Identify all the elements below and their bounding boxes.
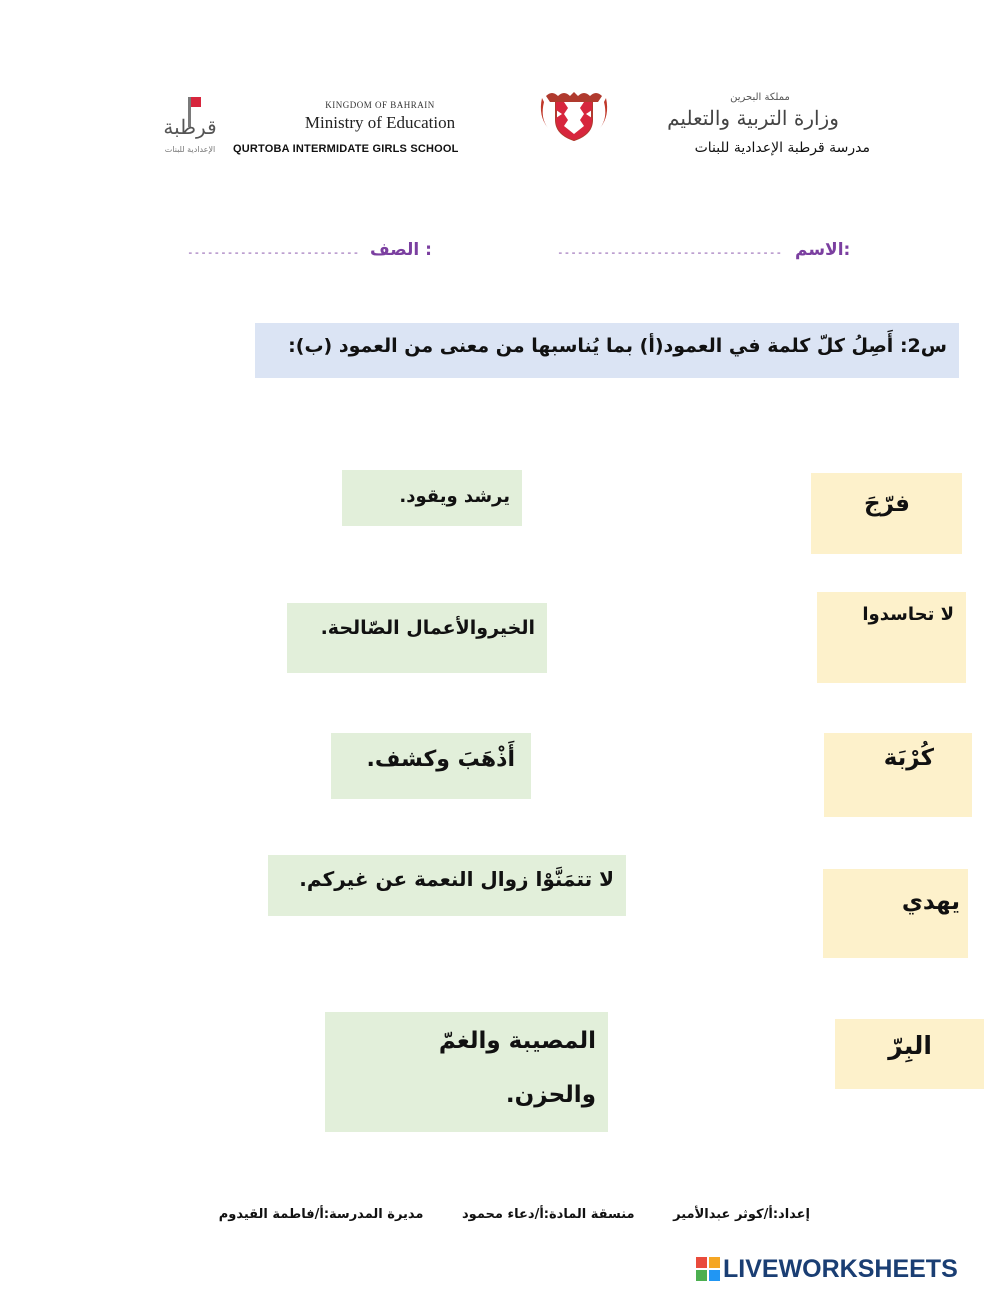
meaning-box-1[interactable] bbox=[342, 470, 522, 526]
word-text-2: لا تحاسدوا bbox=[862, 604, 954, 625]
question-text: س2: أَصِلُ كلّ كلمة في العمود(أ) بما يُناسبها من معنى من العمود (ب): bbox=[288, 335, 947, 357]
meaning-text-2: الخيروالأعمال الصّالحة. bbox=[320, 617, 535, 639]
meaning-box-5[interactable] bbox=[325, 1012, 608, 1132]
liveworksheets-text: LIVEWORKSHEETS bbox=[723, 1255, 958, 1283]
footer-prepared: إعداد:أ/كوثر عبدالأمير bbox=[673, 1207, 810, 1222]
word-box-3[interactable] bbox=[824, 733, 972, 817]
meaning-box-4[interactable] bbox=[268, 855, 626, 916]
meaning-text-1: يرشد ويقود. bbox=[399, 486, 510, 507]
kingdom-ar: مملكة البحرين bbox=[730, 92, 790, 103]
word-text-1: فرّجَ bbox=[864, 491, 910, 517]
word-text-3: كُرْبَة bbox=[883, 745, 934, 771]
class-input-line[interactable]: -------------------------- bbox=[187, 246, 360, 259]
liveworksheets-logo bbox=[696, 1254, 996, 1286]
kingdom-en: KINGDOM OF BAHRAIN bbox=[325, 100, 435, 110]
ministry-ar: وزارة التربية والتعليم bbox=[667, 106, 839, 130]
footer-credits bbox=[180, 1207, 810, 1222]
word-box-2[interactable] bbox=[817, 592, 966, 683]
word-text-4: يهدي bbox=[901, 889, 960, 915]
flag-icon bbox=[191, 97, 201, 107]
name-input-line[interactable]: ---------------------------------- bbox=[557, 246, 783, 259]
question-banner bbox=[255, 323, 959, 378]
meaning-text-3: أَذْهَبَ وكشف. bbox=[366, 747, 515, 772]
meaning-text-4: لا تتمَنَّوْا زوال النعمة عن غيركم. bbox=[299, 867, 614, 891]
word-text-5: البِرّ bbox=[888, 1031, 932, 1060]
ministry-en: Ministry of Education bbox=[304, 113, 456, 132]
name-label: الاسم: bbox=[795, 240, 851, 260]
school-name-en: QURTOBA INTERMIDATE GIRLS SCHOOL bbox=[233, 143, 459, 155]
bahrain-emblem-icon bbox=[536, 88, 612, 144]
meaning-box-3[interactable] bbox=[331, 733, 531, 799]
word-box-5[interactable] bbox=[835, 1019, 984, 1089]
class-label: الصف : bbox=[370, 240, 432, 260]
footer-coordinator: منسقة المادة:أ/دعاء محمود bbox=[462, 1207, 635, 1222]
school-name-ar: مدرسة قرطبة الإعدادية للبنات bbox=[694, 140, 870, 156]
meaning-text-5a: المصيبة والغمّ bbox=[438, 1028, 596, 1054]
liveworksheets-icon bbox=[696, 1257, 720, 1281]
word-box-4[interactable] bbox=[823, 869, 968, 958]
logo-subtitle: الإعدادية للبنات bbox=[164, 145, 216, 154]
word-box-1[interactable] bbox=[811, 473, 962, 554]
meaning-box-2[interactable] bbox=[287, 603, 547, 673]
logo-word: قرطبة bbox=[163, 115, 217, 139]
school-logo bbox=[150, 95, 230, 163]
meaning-text-5b: والحزن. bbox=[505, 1082, 596, 1108]
footer-principal: مديرة المدرسة:أ/فاطمة القيدوم bbox=[218, 1207, 424, 1222]
